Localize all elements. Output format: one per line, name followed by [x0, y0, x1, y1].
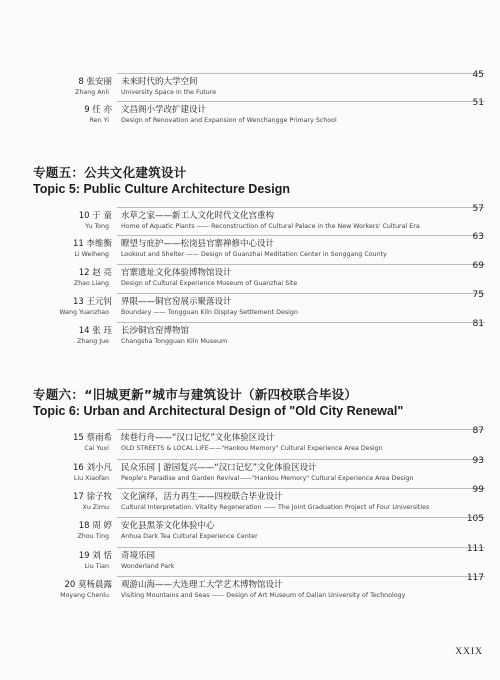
- entry-author-en: Zhao Liang: [73, 280, 109, 287]
- entry-title-cn: 文化演绎，活力再生——四校联合毕业设计: [121, 492, 283, 502]
- entry-title-en: OLD STREETS & LOCAL LIFE——"Hankou Memory" Cultural Experience Area Design: [121, 445, 383, 452]
- entry-number-author-cn: 18 周 婷: [78, 521, 112, 531]
- entry-page-number: 57: [472, 204, 484, 214]
- entry-title-en: Lookout and Shelter —— Design of Guanzhai Meditation Center in Songgang County: [121, 251, 387, 258]
- entry-author-en: Zhang Jue: [77, 338, 109, 345]
- entry-page-number: 93: [472, 456, 484, 466]
- entry-title-cn: 观游山海——大连理工大学艺术博物馆设计: [121, 580, 283, 590]
- entry-author-en: Li Weiheng: [74, 251, 109, 258]
- section-title-cn: 专题五：公共文化建筑设计: [33, 165, 187, 180]
- entry-divider: [117, 293, 485, 294]
- entry-number-author-cn: 12 赵 亮: [78, 268, 112, 278]
- entry-divider: [117, 322, 485, 323]
- entry-number-author-cn: 15 蔡雨希: [72, 433, 112, 443]
- entry-title-cn: 奇境乐园: [121, 551, 156, 561]
- entry-number-author-cn: 19 刘 恬: [78, 551, 112, 561]
- entry-title-en: University Space in the Future: [121, 89, 217, 96]
- entry-page-number: 105: [466, 514, 484, 524]
- section-title-en: Topic 6: Urban and Architectural Design of "Old City Renewal": [33, 404, 404, 418]
- entry-divider: [117, 207, 485, 208]
- entry-number-author-cn: 14 张 珏: [78, 326, 112, 336]
- entry-page-number: 87: [472, 426, 484, 436]
- entry-title-en: Boundary —— Tongguan Kiln Display Settlement Design: [121, 309, 298, 316]
- entry-divider: [117, 235, 485, 236]
- entry-divider: [117, 547, 485, 548]
- entry-number-author-cn: 10 于 童: [78, 211, 112, 221]
- entry-page-number: 117: [466, 573, 484, 583]
- entry-divider: [117, 576, 485, 577]
- entry-title-en: Anhua Dark Tea Cultural Experience Center: [121, 533, 258, 540]
- entry-author-en: Wang Yuanzhao: [59, 309, 109, 316]
- entry-title-cn: 安化县黑茶文化体验中心: [121, 521, 215, 531]
- entry-author-en: Zhou Ting: [77, 533, 109, 540]
- entry-page-number: 99: [472, 485, 484, 495]
- entry-title-en: Changsha Tongguan Kiln Museum: [121, 338, 228, 345]
- entry-title-cn: 官寨遗址文化体验博物馆设计: [121, 268, 232, 278]
- entry-title-en: People's Paradise and Garden Revival——"Hankou Memory" Cultural Experience Area Design: [121, 475, 414, 482]
- section-title-en: Topic 5: Public Culture Architecture Design: [33, 182, 290, 196]
- entry-divider: [117, 101, 485, 102]
- entry-title-cn: 文昌阁小学改扩建设计: [121, 105, 207, 115]
- entry-title-cn: 续巷行舟——“汉口记忆”文化体验区设计: [121, 433, 275, 443]
- entry-number-author-cn: 9 任 亦: [84, 105, 112, 115]
- entry-author-en: Ren Yi: [89, 117, 109, 124]
- entry-author-en: Cai Yuxi: [84, 445, 109, 452]
- entry-number-author-cn: 11 李维衡: [72, 239, 112, 249]
- entry-title-en: Cultural Interpretation, Vitality Regeneration —— The Joint Graduation Project of Four Universities: [121, 504, 430, 511]
- section-heading-topic6: [33, 385, 403, 418]
- entry-number-author-cn: 8 张安丽: [78, 77, 112, 87]
- entry-title-cn: 长沙铜官窑博物馆: [121, 326, 190, 336]
- entry-divider: [117, 488, 485, 489]
- entry-title-cn: 未来时代的大学空间: [121, 77, 198, 87]
- entry-author-en: Moyang Chenlu: [60, 592, 109, 599]
- entry-page-number: 63: [472, 232, 484, 242]
- entry-page-number: 75: [472, 290, 484, 300]
- entry-divider: [117, 73, 485, 74]
- entry-page-number: 81: [472, 319, 484, 329]
- section-title-cn: 专题六：“旧城更新”城市与建筑设计（新四校联合毕设）: [33, 387, 358, 402]
- entry-divider: [117, 459, 485, 460]
- entry-title-en: Home of Aquatic Plants —— Reconstruction of Cultural Palace in the New Workers' Cultural Era: [121, 223, 420, 230]
- entry-title-cn: 界限——铜官窑展示聚落设计: [121, 297, 232, 307]
- entry-number-author-cn: 20 莫杨晨露: [64, 580, 112, 590]
- entry-page-number: 69: [472, 261, 484, 271]
- entry-title-cn: 瞭望与庇护——松岗县官寨禅修中心设计: [121, 239, 275, 249]
- section-heading-topic5: [33, 163, 290, 196]
- entry-title-en: Design of Renovation and Expansion of Wenchangge Primary School: [121, 117, 337, 124]
- entry-title-cn: 水草之家——新工人文化时代文化宫重构: [121, 211, 275, 221]
- entry-page-number: 45: [472, 70, 484, 80]
- page-folio: XXIX: [455, 647, 483, 657]
- entry-author-en: Zhang Anli: [75, 89, 109, 96]
- entry-author-en: Liu Xiaofan: [73, 475, 109, 482]
- entry-number-author-cn: 16 刘小凡: [72, 463, 112, 473]
- entry-page-number: 51: [472, 98, 484, 108]
- entry-title-en: Visiting Mountains and Seas —— Design of Art Museum of Dalian University of Technology: [121, 592, 406, 599]
- entry-divider: [117, 517, 485, 518]
- entry-page-number: 111: [466, 544, 484, 554]
- entry-author-en: Liu Tian: [84, 563, 109, 570]
- entry-title-en: Design of Cultural Experience Museum of Guanzhai Site: [121, 280, 298, 287]
- entry-number-author-cn: 17 徐子牧: [72, 492, 112, 502]
- entry-divider: [117, 429, 485, 430]
- entry-author-en: Yu Tong: [85, 223, 109, 230]
- entry-number-author-cn: 13 王元钊: [72, 297, 112, 307]
- entry-author-en: Xu Zimu: [82, 504, 109, 511]
- entry-title-en: Wonderland Park: [121, 563, 175, 570]
- entry-divider: [117, 264, 485, 265]
- entry-title-cn: 民众乐园 | 游园复兴——“汉口记忆”文化体验区设计: [121, 463, 317, 473]
